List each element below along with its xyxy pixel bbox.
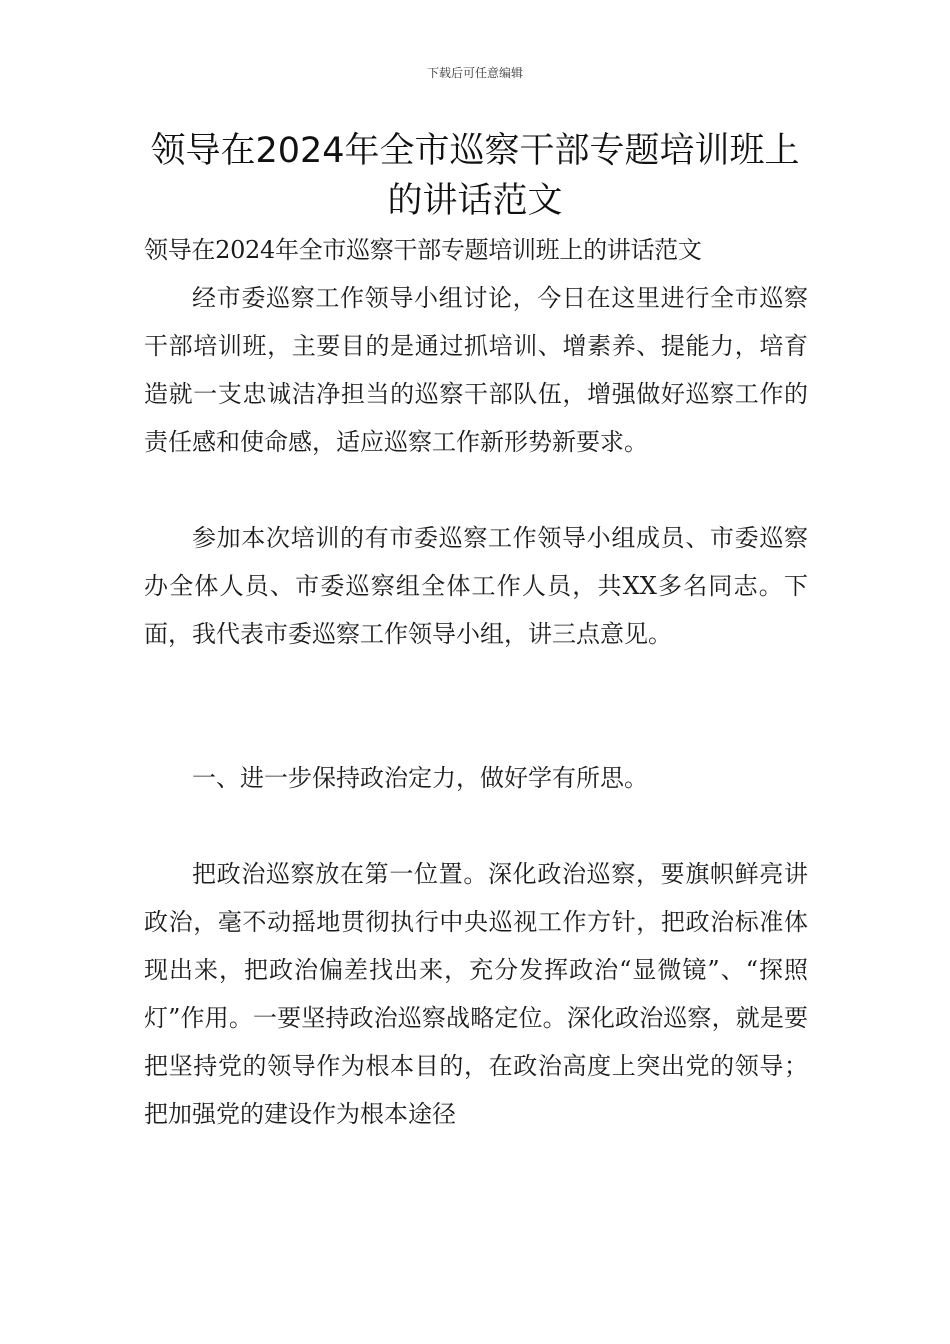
document-subtitle: 领导在2024年全市巡察干部专题培训班上的讲话范文	[144, 236, 702, 264]
document-body	[144, 226, 808, 1138]
paragraph-political-inspection: 把政治巡察放在第一位置。深化政治巡察，要旗帜鲜亮讲政治，毫不动摇地贯彻执行中央巡视工作方针，把政治标准体现出来，把政治偏差找出来，充分发挥政治“显微镜”、“探照灯”作用。一要坚持政治巡察战略定位。深化政治巡察，就是要把坚持党的领导作为根本目的，在政治高度上突出党的领导；把加强党的建设作为根本途径	[144, 860, 808, 1128]
title-line-2: 的讲话范文	[387, 181, 563, 221]
section-heading-1: 一、进一步保持政治定力，做好学有所思。	[192, 764, 648, 792]
paragraph-spacer	[144, 802, 808, 850]
title-line-1: 领导在2024年全市巡察干部专题培训班上	[150, 131, 800, 171]
paragraph-intro: 经市委巡察工作领导小组讨论，今日在这里进行全市巡察干部培训班，主要目的是通过抓培训、增素养、提能力，培育造就一支忠诚洁净担当的巡察干部队伍，增强做好巡察工作的责任感和使命感，适应巡察工作新形势新要求。	[144, 284, 808, 456]
document-title	[120, 126, 830, 226]
header-note: 下载后可任意编辑	[426, 66, 523, 80]
paragraph-participants: 参加本次培训的有市委巡察工作领导小组成员、市委巡察办全体人员、市委巡察组全体工作人员，共XX多名同志。下面，我代表市委巡察工作领导小组，讲三点意见。	[144, 524, 808, 648]
paragraph-spacer	[144, 658, 808, 754]
paragraph-spacer	[144, 466, 808, 514]
